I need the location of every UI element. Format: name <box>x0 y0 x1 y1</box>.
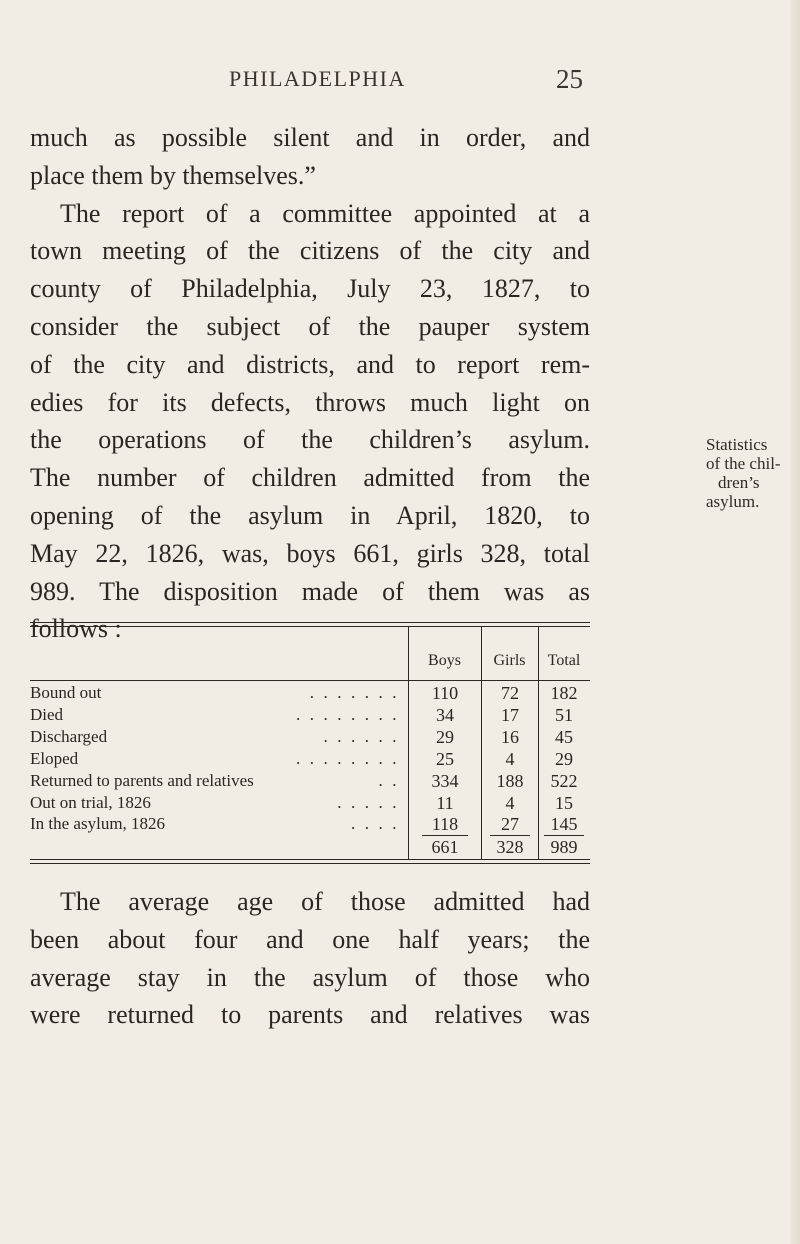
cell-girls: 4 <box>505 793 515 813</box>
text-line: consider the subject of the pauper system <box>30 311 590 341</box>
sum-underline <box>490 835 530 836</box>
margin-note-line: asylum. <box>706 492 760 511</box>
table-bottom-rule <box>30 863 590 864</box>
cell-boys: 118 <box>431 814 459 834</box>
page-number: 25 <box>556 64 583 94</box>
cell-boys: 34 <box>436 705 454 725</box>
text-line: The average age of those admitted had <box>60 887 590 916</box>
margin-note-line: Statistics <box>706 435 768 454</box>
margin-note-line: of the chil- <box>706 454 781 473</box>
margin-note <box>706 435 800 511</box>
row-label: In the asylum, 1826 .... <box>30 814 406 833</box>
text-line: were returned to parents and relatives was <box>30 1000 590 1030</box>
cell-boys: 25 <box>436 749 454 769</box>
sum-underline <box>544 835 584 836</box>
running-head: PHILADELPHIA <box>229 66 406 91</box>
cell-girls: 17 <box>501 705 519 725</box>
text-line: opening of the asylum in April, 1820, to <box>30 500 590 530</box>
text-line: The number of children admitted from the <box>30 463 590 493</box>
cell-girls: 16 <box>501 727 519 747</box>
cell-total: 182 <box>550 683 578 703</box>
text-line: town meeting of the citizens of the city and <box>30 236 590 266</box>
column-header-total: Total <box>547 652 581 669</box>
text-line: The report of a committee appointed at a <box>60 198 590 228</box>
total-boys: 661 <box>431 837 459 857</box>
text-line: follows : <box>30 614 122 644</box>
row-label: Eloped ........ <box>30 749 406 768</box>
text-line: much as possible silent and in order, and <box>30 123 590 152</box>
row-label: Discharged ...... <box>30 727 406 746</box>
paragraph-top <box>30 119 590 648</box>
cell-girls: 72 <box>501 683 519 703</box>
text-line: place them by themselves.” <box>30 160 316 190</box>
text-line: average stay in the asylum of those who <box>30 962 590 992</box>
text-line: county of Philadelphia, July 23, 1827, to <box>30 274 590 304</box>
table-lower-section <box>30 622 590 862</box>
row-label: Died ........ <box>30 705 406 724</box>
cell-boys: 11 <box>436 793 454 813</box>
text-line: the operations of the children’s asylum. <box>30 425 590 455</box>
row-label: Bound out ....... <box>30 683 406 702</box>
cell-total: 29 <box>555 749 573 769</box>
cell-girls: 27 <box>501 814 519 834</box>
cell-boys: 110 <box>431 683 459 703</box>
text-line: edies for its defects, throws much light on <box>30 387 590 417</box>
sum-underline <box>422 835 468 836</box>
text-line: May 22, 1826, was, boys 661, girls 328, total <box>30 538 590 568</box>
row-label: Out on trial, 1826 ..... <box>30 793 406 812</box>
text-line: of the city and districts, and to report rem- <box>30 349 590 379</box>
total-girls: 328 <box>496 837 524 857</box>
cell-total: 51 <box>555 705 573 725</box>
column-header-boys: Boys <box>428 652 461 669</box>
text-line: been about four and one half years; the <box>30 924 590 954</box>
column-header-girls: Girls <box>493 652 526 669</box>
cell-total: 145 <box>550 814 578 834</box>
cell-total: 522 <box>550 771 578 791</box>
cell-boys: 334 <box>431 771 459 791</box>
cell-total: 15 <box>555 793 573 813</box>
cell-girls: 4 <box>505 749 515 769</box>
cell-total: 45 <box>555 727 573 747</box>
row-label: Returned to parents and relatives .. <box>30 771 406 790</box>
cell-boys: 29 <box>436 727 454 747</box>
cell-girls: 188 <box>496 771 524 791</box>
page-edge <box>790 0 800 1244</box>
text-line: 989. The disposition made of them was as <box>30 576 590 606</box>
margin-note-line: dren’s <box>718 473 760 492</box>
paragraph-bottom <box>30 883 590 1034</box>
total-total: 989 <box>550 837 578 857</box>
